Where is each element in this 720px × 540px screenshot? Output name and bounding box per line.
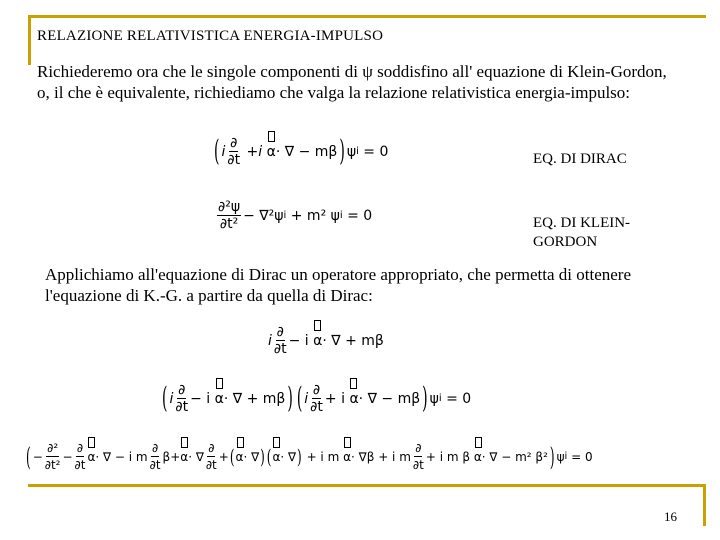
- frame-right: [703, 484, 706, 526]
- expanded-expression: ( − $\frac{\text{∂²}}{\text{∂t²}}$ − $\frac{\partial}{\partial t}$ α · ∇ − i m $\frac{\partial}{\partial t}$ β + α · ∇ $\frac{\partial}{\partial t}$ + ( α · ∇ ) ( α · ∇ ) + i m α · ∇ β + i m $\frac{\partial}{\partial t}$ + i m β α · ∇ − m² β² ) ψ i = 0: [26, 441, 593, 472]
- label-klein-gordon: EQ. DI KLEIN-GORDON: [533, 215, 631, 250]
- slide-title: RELAZIONE RELATIVISTICA ENERGIA-IMPULSO: [37, 28, 384, 44]
- page-number: 16: [664, 509, 677, 524]
- klein-gordon-equation: $\frac{\text{∂²ψ}}{\text{∂t²}}$ − ∇² ψ i + m² ψ i = 0: [218, 199, 373, 232]
- intro-paragraph: Richiederemo ora che le singole componenti di ψ soddisfino all' equazione di Klein-Gordon, o, il che è equivalente, richiediamo che valga la relazione relativistica energia-impulso:: [37, 62, 667, 102]
- dirac-equation: ( i $\frac{\partial}{\partial t}$ + i α · ∇ − mβ ) ψ i = 0: [214, 134, 389, 169]
- frame-top: [28, 15, 706, 18]
- operator-product: ( i $\frac{\partial}{\partial t}$ − i α · ∇ + mβ ) ( i $\frac{\partial}{\partial t}$ + i α · ∇ − mβ ) ψ i = 0: [162, 381, 472, 416]
- operator-expression: i $\frac{\partial}{\partial t}$ − i α · ∇ + mβ: [268, 324, 384, 357]
- frame-left: [28, 15, 31, 65]
- frame-bottom: [28, 484, 706, 487]
- label-dirac: EQ. DI DIRAC: [533, 151, 627, 167]
- second-paragraph: Applichiamo all'equazione di Dirac un operatore appropriato, che permetta di ottenere l'equazione di K.-G. a partire da quella di Dirac:: [45, 265, 632, 305]
